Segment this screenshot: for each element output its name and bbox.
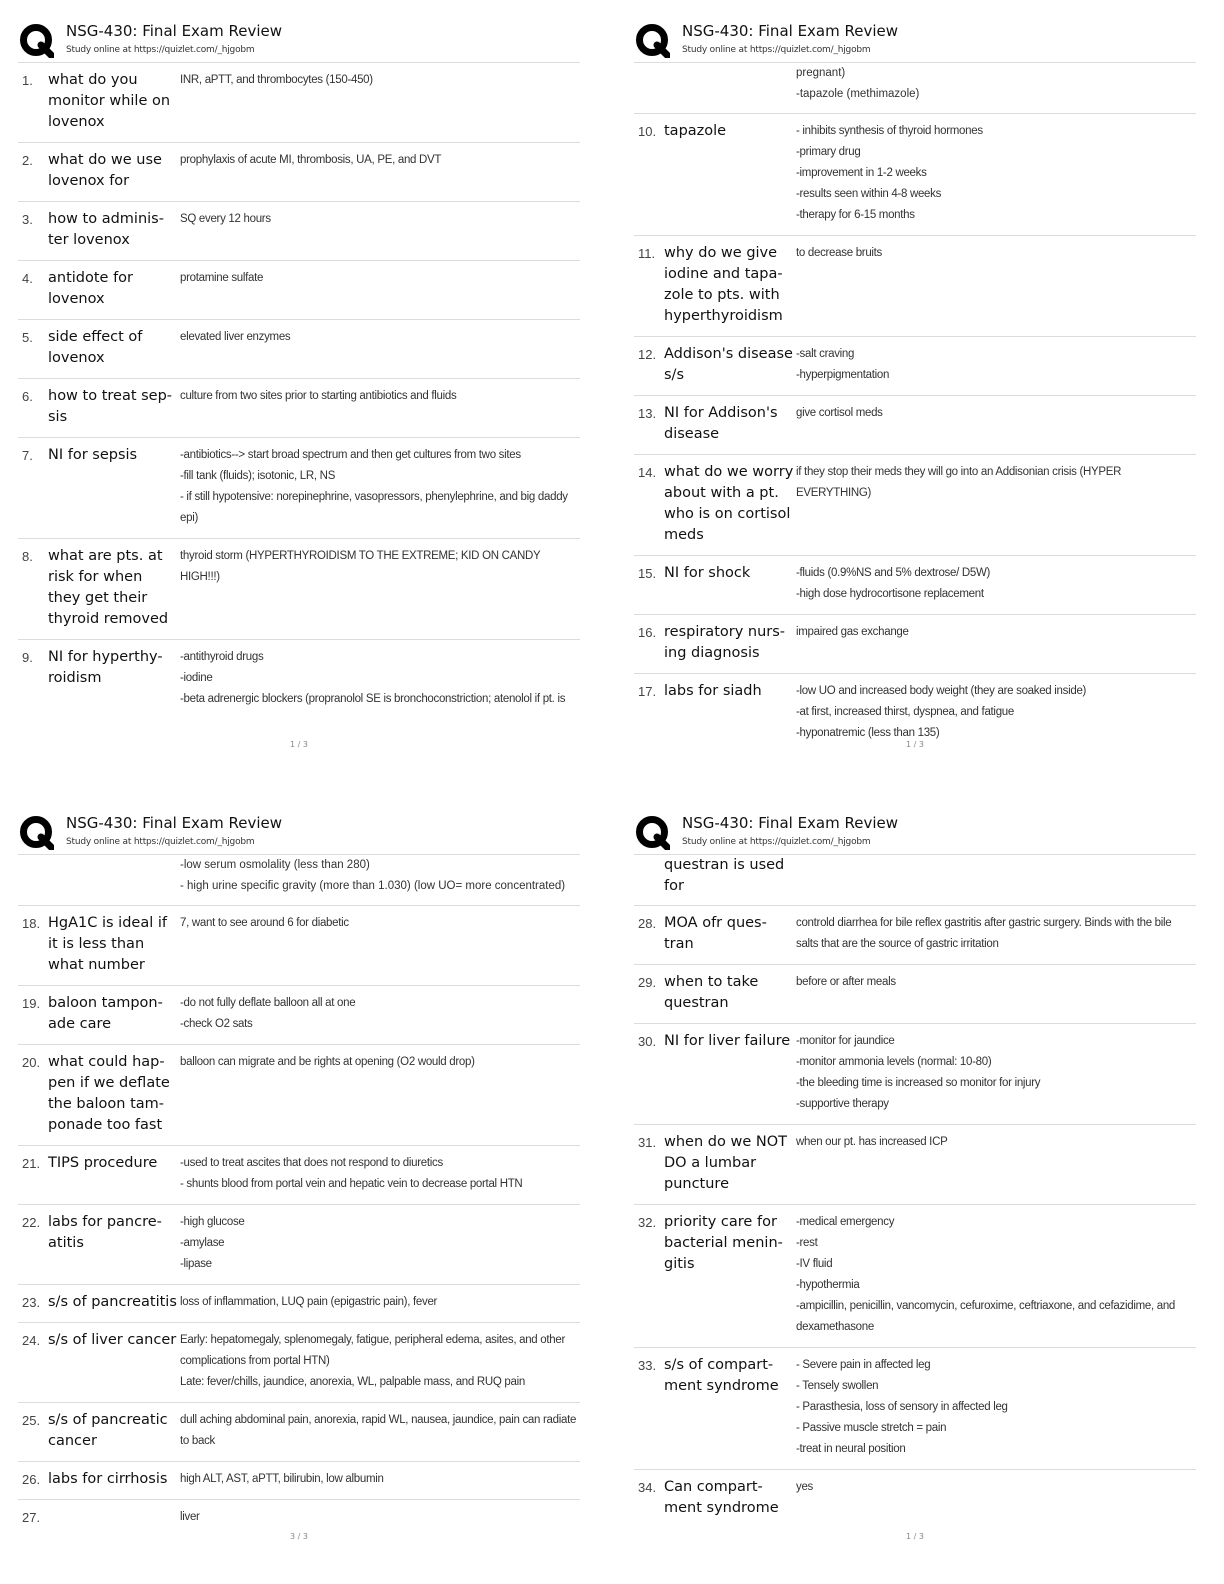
page-subtitle: Study online at https://quizlet.com/_hjgobm: [66, 45, 255, 55]
flashcard-row: [634, 906, 1196, 965]
card-number: 17.: [638, 684, 657, 699]
page-footer: 1 / 3: [290, 740, 308, 749]
card-definition: [180, 1153, 580, 1195]
definition-line: Early: hepatomegaly, splenomegaly, fatigue, peripheral edema, asites, and other complications from portal HTN): [180, 1334, 566, 1367]
definition-line: -fluids (0.9%NS and 5% dextrose/ D5W): [796, 567, 991, 579]
definition-line: give cortisol meds: [796, 407, 883, 419]
flashcard-row: [18, 1462, 580, 1500]
card-term: labs for cirrhosis: [48, 1471, 168, 1487]
card-definition: [180, 209, 580, 251]
card-term: what do we use lovenox for: [48, 152, 162, 189]
definition-line: -hyperpigmentation: [796, 369, 890, 381]
quizlet-logo-icon: [18, 814, 54, 850]
card-term: HgA1C is ideal if it is less than what number: [48, 915, 167, 973]
page-4: [634, 810, 1196, 1580]
flashcard-list: [18, 906, 580, 1537]
flashcard-row: [18, 438, 580, 539]
flashcard-row: [634, 1024, 1196, 1125]
card-term: respiratory nurs-ing diagnosis: [664, 624, 786, 661]
card-definition: [180, 1507, 580, 1528]
card-number: 25.: [22, 1413, 41, 1428]
definition-line: Late: fever/chills, jaundice, anorexia, WL, palpable mass, and RUQ pain: [180, 1376, 525, 1388]
definition-line: - inhibits synthesis of thyroid hormones: [796, 125, 983, 137]
flashcard-row: [18, 1146, 580, 1205]
card-definition: [796, 403, 1196, 445]
card-definition: [796, 121, 1196, 226]
definition-line: -treat in neural position: [796, 1443, 906, 1455]
flashcard-row: [634, 965, 1196, 1024]
card-term: when do we NOT DO a lumbar puncture: [664, 1134, 787, 1192]
card-number: 21.: [22, 1156, 41, 1171]
definition-line: -hyponatremic (less than 135): [796, 727, 940, 739]
flashcard-row: [634, 1205, 1196, 1348]
card-number: 31.: [638, 1135, 657, 1150]
card-term: s/s of liver cancer: [48, 1332, 177, 1348]
definition-line: -at first, increased thirst, dyspnea, and fatigue: [796, 706, 1014, 718]
definition-line: - Parasthesia, loss of sensory in affected leg: [796, 1401, 1008, 1413]
flashcard-row: [634, 1125, 1196, 1205]
card-term: NI for hyperthy-roidism: [48, 649, 163, 686]
definition-line: -ampicillin, penicillin, vancomycin, cefuroxime, ceftriaxone, and cefazidime, and dexamethasone: [796, 1300, 1176, 1333]
definition-line: -therapy for 6-15 months: [796, 209, 915, 221]
card-definition: [796, 344, 1196, 386]
flashcard-row: [18, 143, 580, 202]
card-term: s/s of pancreatitis: [48, 1294, 177, 1310]
definition-line: - Severe pain in affected leg: [796, 1359, 931, 1371]
definition-line: yes: [796, 1481, 813, 1493]
card-number: 4.: [22, 271, 33, 286]
card-term: how to adminis-ter lovenox: [48, 211, 164, 248]
card-number: 3.: [22, 212, 33, 227]
card-term: baloon tampon-ade care: [48, 995, 163, 1032]
card-term: TIPS procedure: [48, 1155, 158, 1171]
card-term: NI for liver failure: [664, 1033, 791, 1049]
card-number: 12.: [638, 347, 657, 362]
card-number: 9.: [22, 650, 33, 665]
card-term: what are pts. at risk for when they get their thyroid removed: [48, 548, 169, 627]
page-title: NSG-430: Final Exam Review: [66, 22, 283, 40]
card-term: what do you monitor while on lovenox: [48, 72, 171, 130]
definition-line: SQ every 12 hours: [180, 213, 271, 225]
definition-line: - Tensely swollen: [796, 1380, 879, 1392]
card-term: MOA ofr ques-tran: [664, 915, 767, 952]
definition-line: -check O2 sats: [180, 1018, 253, 1030]
card-number: 30.: [638, 1034, 657, 1049]
flashcard-row: [634, 114, 1196, 236]
definition-line: -rest: [796, 1237, 818, 1249]
card-number: 22.: [22, 1215, 41, 1230]
card-term: how to treat sep-sis: [48, 388, 173, 425]
flashcard-list: [634, 906, 1196, 1528]
definition-line: -primary drug: [796, 146, 861, 158]
card-number: 8.: [22, 549, 33, 564]
card-number: 27.: [22, 1510, 41, 1525]
definition-line: protamine sulfate: [180, 272, 264, 284]
flashcard-row: [634, 556, 1196, 615]
definition-line: impaired gas exchange: [796, 626, 909, 638]
definition-line: -monitor for jaundice: [796, 1035, 895, 1047]
card-definition: [796, 1132, 1196, 1195]
definition-line: - shunts blood from portal vein and hepatic vein to decrease portal HTN: [180, 1178, 523, 1190]
flashcard-row: [634, 337, 1196, 396]
card-definition: [180, 70, 580, 133]
flashcard-row: [634, 236, 1196, 337]
page-title: NSG-430: Final Exam Review: [682, 22, 899, 40]
card-number: 23.: [22, 1295, 41, 1310]
page-footer: 3 / 3: [290, 1532, 308, 1541]
card-definition: [796, 462, 1196, 546]
flashcard-row: [18, 63, 580, 143]
definition-line: -beta adrenergic blockers (propranolol SE is bronchoconstriction; atenolol if pt. is: [180, 693, 566, 705]
quizlet-logo-icon: [634, 814, 670, 850]
definition-line: -low UO and increased body weight (they are soaked inside): [796, 685, 1087, 697]
continued-term-row: [634, 855, 1196, 906]
card-definition: [796, 1031, 1196, 1115]
definition-line: loss of inflammation, LUQ pain (epigastric pain), fever: [180, 1296, 438, 1308]
card-term: NI for sepsis: [48, 447, 138, 463]
card-definition: [180, 268, 580, 310]
card-term: antidote for lovenox: [48, 270, 134, 307]
card-term: s/s of compart-ment syndrome: [664, 1357, 779, 1394]
page-subtitle: Study online at https://quizlet.com/_hjgobm: [682, 45, 871, 55]
card-term: labs for pancre-atitis: [48, 1214, 162, 1251]
card-number: 14.: [638, 465, 657, 480]
definition-line: liver: [180, 1511, 200, 1523]
definition-line: -monitor ammonia levels (normal: 10-80): [796, 1056, 992, 1068]
card-definition: [796, 913, 1196, 955]
card-definition: [796, 622, 1196, 664]
card-number: 18.: [22, 916, 41, 931]
card-definition: [180, 1330, 580, 1393]
page-1: [18, 18, 580, 788]
definition-line: high ALT, AST, aPTT, bilirubin, low albumin: [180, 1473, 384, 1485]
definition-line: elevated liver enzymes: [180, 331, 291, 343]
flashcard-row: [634, 396, 1196, 455]
card-definition: [180, 150, 580, 192]
card-number: 34.: [638, 1480, 657, 1495]
definition-line: -improvement in 1-2 weeks: [796, 167, 927, 179]
continued-definition: [18, 855, 580, 906]
card-definition: [180, 386, 580, 428]
card-term: side effect of lovenox: [48, 329, 143, 366]
card-definition: [180, 1292, 580, 1313]
card-term: tapazole: [664, 123, 727, 139]
card-definition: [180, 993, 580, 1035]
flashcard-list: [18, 63, 580, 719]
definition-line: -antibiotics--> start broad spectrum and then get cultures from two sites: [180, 449, 521, 461]
card-number: 6.: [22, 389, 33, 404]
card-number: 20.: [22, 1055, 41, 1070]
card-definition: [796, 1212, 1196, 1338]
card-definition: [180, 445, 580, 529]
definition-line: prophylaxis of acute MI, thrombosis, UA, PE, and DVT: [180, 154, 442, 166]
definition-line: - if still hypotensive: norepinephrine, vasopressors, phenylephrine, and big daddy epi): [180, 491, 568, 524]
definition-line: -amylase: [180, 1237, 225, 1249]
definition-line: -salt craving: [796, 348, 855, 360]
card-number: 26.: [22, 1472, 41, 1487]
page-2: [634, 18, 1196, 788]
card-term: [48, 1507, 180, 1528]
definition-line: before or after meals: [796, 976, 896, 988]
page-header: [634, 810, 1196, 855]
definition-line: culture from two sites prior to starting antibiotics and fluids: [180, 390, 457, 402]
flashcard-row: [18, 1323, 580, 1403]
flashcard-row: [634, 1470, 1196, 1528]
card-term: why do we give iodine and tapa-zole to pts. with hyperthyroidism: [664, 245, 783, 324]
definition-line: -iodine: [180, 672, 213, 684]
flashcard-row: [18, 539, 580, 640]
definition-line: pregnant): [796, 67, 846, 79]
page-header: [634, 18, 1196, 63]
card-definition: [796, 1477, 1196, 1519]
flashcard-row: [18, 986, 580, 1045]
flashcard-row: [634, 1348, 1196, 1470]
page-title: NSG-430: Final Exam Review: [682, 814, 899, 832]
card-definition: [796, 972, 1196, 1014]
card-number: 33.: [638, 1358, 657, 1373]
card-number: 5.: [22, 330, 33, 345]
definition-line: INR, aPTT, and thrombocytes (150-450): [180, 74, 373, 86]
definition-line: -lipase: [180, 1258, 212, 1270]
definition-line: -the bleeding time is increased so monitor for injury: [796, 1077, 1041, 1089]
flashcard-row: [18, 1045, 580, 1146]
card-definition: [796, 681, 1196, 744]
definition-line: -do not fully deflate balloon all at one: [180, 997, 356, 1009]
definition-line: when our pt. has increased ICP: [796, 1136, 948, 1148]
card-number: 2.: [22, 153, 33, 168]
card-number: 19.: [22, 996, 41, 1011]
definition-line: -tapazole (methimazole): [796, 88, 920, 100]
flashcard-row: [18, 320, 580, 379]
card-definition: [180, 1212, 580, 1275]
card-number: 11.: [638, 246, 656, 261]
page-subtitle: Study online at https://quizlet.com/_hjgobm: [682, 837, 871, 847]
definition-line: - high urine specific gravity (more than 1.030) (low UO= more concentrated): [180, 880, 566, 892]
card-number: 32.: [638, 1215, 657, 1230]
card-definition: [180, 647, 580, 710]
page-subtitle: Study online at https://quizlet.com/_hjgobm: [66, 837, 255, 847]
card-definition: [796, 563, 1196, 605]
quizlet-logo-icon: [18, 22, 54, 58]
definition-line: -supportive therapy: [796, 1098, 889, 1110]
card-number: 1.: [22, 73, 33, 88]
card-term: what could hap-pen if we deflate the baloon tam-ponade too fast: [48, 1054, 170, 1133]
card-number: 10.: [638, 124, 657, 139]
flashcard-row: [634, 455, 1196, 556]
card-term: NI for shock: [664, 565, 751, 581]
flashcard-row: [18, 1285, 580, 1323]
definition-line: 7, want to see around 6 for diabetic: [180, 917, 349, 929]
card-term: labs for siadh: [664, 683, 762, 699]
card-term: NI for Addison's disease: [664, 405, 778, 442]
flashcard-row: [18, 1403, 580, 1462]
card-number: 28.: [638, 916, 657, 931]
definition-line: -high glucose: [180, 1216, 245, 1228]
card-definition: [180, 1052, 580, 1136]
definition-line: thyroid storm (HYPERTHYROIDISM TO THE EXTREME; KID ON CANDY HIGH!!!): [180, 550, 541, 583]
card-term: Can compart-ment syndrome: [664, 1479, 779, 1516]
definition-line: dull aching abdominal pain, anorexia, rapid WL, nausea, jaundice, pain can radiate to back: [180, 1414, 577, 1447]
page-header: [18, 18, 580, 63]
flashcard-row: [18, 202, 580, 261]
definition-line: -low serum osmolality (less than 280): [180, 859, 370, 871]
card-definition: [796, 1355, 1196, 1460]
card-definition: [180, 1469, 580, 1490]
card-number: 7.: [22, 448, 33, 463]
card-definition: [180, 546, 580, 630]
card-term: priority care for bacterial menin-gitis: [664, 1214, 783, 1272]
card-number: 16.: [638, 625, 657, 640]
flashcard-row: [634, 615, 1196, 674]
definition-line: -IV fluid: [796, 1258, 833, 1270]
definition-line: -antithyroid drugs: [180, 651, 264, 663]
card-number: 13.: [638, 406, 657, 421]
flashcard-row: [18, 1205, 580, 1285]
card-term: what do we worry about with a pt. who is on cortisol meds: [664, 464, 794, 543]
card-term: s/s of pancreatic cancer: [48, 1412, 168, 1449]
page-header: [18, 810, 580, 855]
continued-definition: [634, 63, 1196, 114]
card-definition: [796, 243, 1196, 327]
card-number: 15.: [638, 566, 657, 581]
card-term: when to take questran: [664, 974, 759, 1011]
definition-line: -high dose hydrocortisone replacement: [796, 588, 984, 600]
page-3: [18, 810, 580, 1580]
flashcard-row: [18, 379, 580, 438]
page-footer: 1 / 3: [906, 740, 924, 749]
continued-term: questran is used for: [664, 857, 785, 894]
definition-line: -results seen within 4-8 weeks: [796, 188, 942, 200]
card-number: 24.: [22, 1333, 41, 1348]
card-definition: [180, 1410, 580, 1452]
card-term: Addison's disease s/s: [664, 346, 793, 383]
card-number: 29.: [638, 975, 657, 990]
flashcard-row: [18, 906, 580, 986]
flashcard-row: [18, 261, 580, 320]
definition-line: controld diarrhea for bile reflex gastritis after gastric surgery. Binds with the bile salts that are the source of gastric irritation: [796, 917, 1172, 950]
definition-line: -used to treat ascites that does not respond to diuretics: [180, 1157, 443, 1169]
flashcard-list: [634, 114, 1196, 753]
definition-line: -hypothermia: [796, 1279, 860, 1291]
definition-line: -medical emergency: [796, 1216, 895, 1228]
definition-line: balloon can migrate and be rights at opening (O2 would drop): [180, 1056, 475, 1068]
page-footer: 1 / 3: [906, 1532, 924, 1541]
definition-line: if they stop their meds they will go into an Addisonian crisis (HYPER EVERYTHING): [796, 466, 1122, 499]
definition-line: -fill tank (fluids); isotonic, LR, NS: [180, 470, 336, 482]
definition-line: - Passive muscle stretch = pain: [796, 1422, 947, 1434]
flashcard-row: [18, 640, 580, 719]
page-title: NSG-430: Final Exam Review: [66, 814, 283, 832]
definition-line: to decrease bruits: [796, 247, 883, 259]
card-definition: [180, 913, 580, 976]
card-definition: [180, 327, 580, 369]
quizlet-logo-icon: [634, 22, 670, 58]
